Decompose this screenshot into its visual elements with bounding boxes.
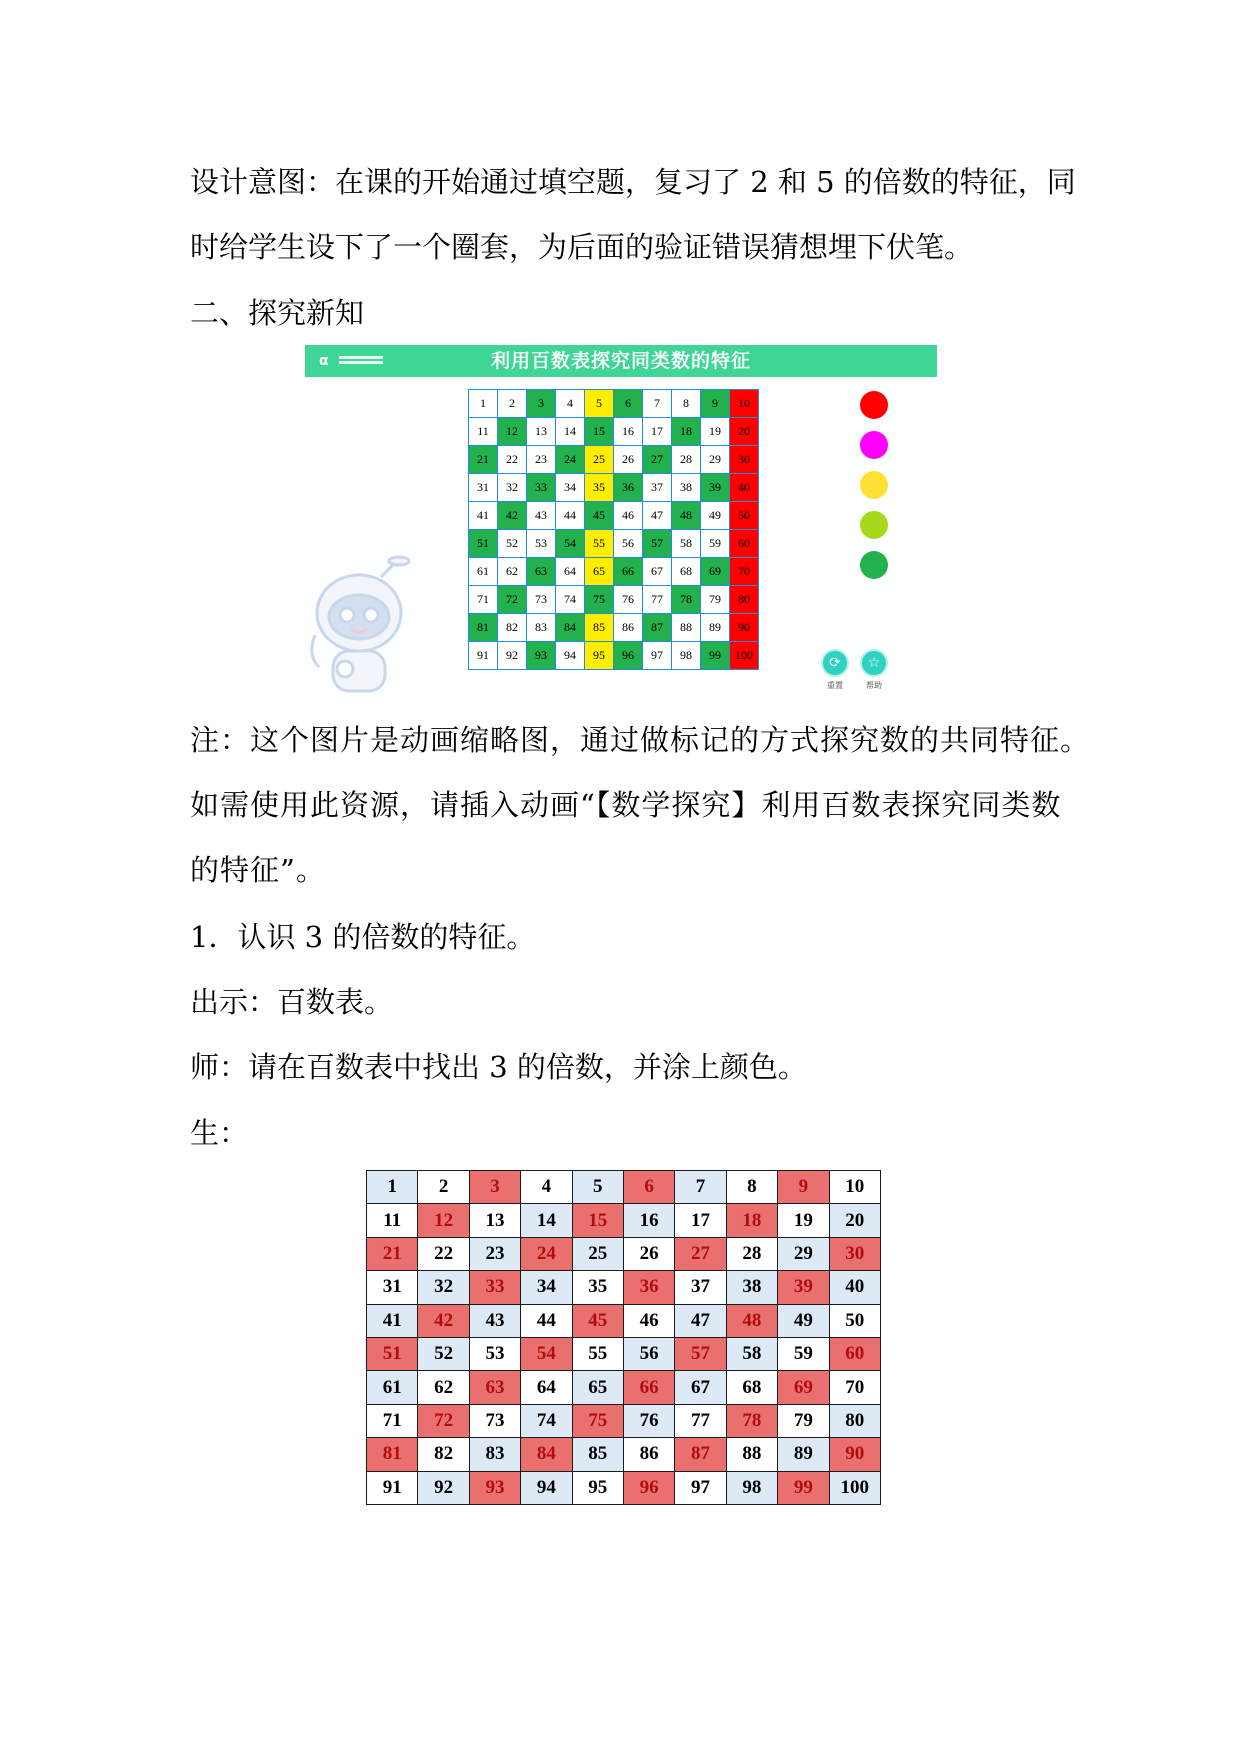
table-cell-83: 83 <box>469 1438 520 1471</box>
grid-cell-33[interactable]: 33 <box>527 474 556 502</box>
grid-cell-83[interactable]: 83 <box>527 614 556 642</box>
table-cell-51: 51 <box>367 1337 418 1370</box>
grid-cell-17[interactable]: 17 <box>643 418 672 446</box>
table-cell-5: 5 <box>572 1171 623 1204</box>
grid-cell-95[interactable]: 95 <box>585 642 614 670</box>
grid-cell-54[interactable]: 54 <box>556 530 585 558</box>
table-cell-72: 72 <box>418 1404 469 1437</box>
table-cell-70: 70 <box>829 1371 880 1404</box>
grid-cell-7[interactable]: 7 <box>643 390 672 418</box>
table-cell-85: 85 <box>572 1438 623 1471</box>
table-cell-99: 99 <box>778 1471 829 1504</box>
table-cell-12: 12 <box>418 1204 469 1237</box>
table-cell-64: 64 <box>521 1371 572 1404</box>
thumbnail-title: 利用百数表探究同类数的特征 <box>490 350 751 372</box>
grid-cell-51[interactable]: 51 <box>469 530 498 558</box>
grid-cell-82[interactable]: 82 <box>498 614 527 642</box>
table-cell-67: 67 <box>675 1371 726 1404</box>
grid-cell-79[interactable]: 79 <box>701 586 730 614</box>
grid-cell-31[interactable]: 31 <box>469 474 498 502</box>
grid-cell-85[interactable]: 85 <box>585 614 614 642</box>
grid-cell-58[interactable]: 58 <box>672 530 701 558</box>
table-cell-53: 53 <box>469 1337 520 1370</box>
table-cell-14: 14 <box>521 1204 572 1237</box>
grid-cell-43[interactable]: 43 <box>527 502 556 530</box>
grid-cell-30[interactable]: 30 <box>730 446 759 474</box>
thumbnail-hundred-grid <box>468 389 759 670</box>
grid-cell-40[interactable]: 40 <box>730 474 759 502</box>
table-cell-36: 36 <box>623 1271 674 1304</box>
table-cell-7: 7 <box>675 1171 726 1204</box>
grid-cell-35[interactable]: 35 <box>585 474 614 502</box>
grid-cell-38[interactable]: 38 <box>672 474 701 502</box>
table-cell-42: 42 <box>418 1304 469 1337</box>
grid-cell-77[interactable]: 77 <box>643 586 672 614</box>
grid-cell-97[interactable]: 97 <box>643 642 672 670</box>
grid-cell-68[interactable]: 68 <box>672 558 701 586</box>
grid-cell-5[interactable]: 5 <box>585 390 614 418</box>
grid-cell-36[interactable]: 36 <box>614 474 643 502</box>
table-cell-82: 82 <box>418 1438 469 1471</box>
grid-cell-56[interactable]: 56 <box>614 530 643 558</box>
grid-cell-65[interactable]: 65 <box>585 558 614 586</box>
grid-cell-94[interactable]: 94 <box>556 642 585 670</box>
table-cell-56: 56 <box>623 1337 674 1370</box>
grid-cell-75[interactable]: 75 <box>585 586 614 614</box>
grid-cell-52[interactable]: 52 <box>498 530 527 558</box>
table-cell-31: 31 <box>367 1271 418 1304</box>
grid-cell-92[interactable]: 92 <box>498 642 527 670</box>
table-cell-54: 54 <box>521 1337 572 1370</box>
table-cell-44: 44 <box>521 1304 572 1337</box>
table-cell-30: 30 <box>829 1237 880 1270</box>
grid-cell-26[interactable]: 26 <box>614 446 643 474</box>
table-cell-88: 88 <box>726 1438 777 1471</box>
table-cell-91: 91 <box>367 1471 418 1504</box>
table-cell-26: 26 <box>623 1237 674 1270</box>
table-cell-39: 39 <box>778 1271 829 1304</box>
table-cell-62: 62 <box>418 1371 469 1404</box>
hundred-table <box>366 1170 881 1505</box>
grid-cell-98[interactable]: 98 <box>672 642 701 670</box>
grid-cell-87[interactable]: 87 <box>643 614 672 642</box>
intent-line-1: 设计意图：在课的开始通过填空题，复习了 2 和 5 的倍数的特征，同 <box>190 165 1076 199</box>
table-cell-97: 97 <box>675 1471 726 1504</box>
table-cell-46: 46 <box>623 1304 674 1337</box>
section-heading: 二、探究新知 <box>190 296 365 330</box>
table-cell-8: 8 <box>726 1171 777 1204</box>
table-cell-13: 13 <box>469 1204 520 1237</box>
logo-mark: α <box>319 353 329 369</box>
grid-cell-27[interactable]: 27 <box>643 446 672 474</box>
table-cell-80: 80 <box>829 1404 880 1437</box>
grid-cell-20[interactable]: 20 <box>730 418 759 446</box>
grid-cell-1[interactable]: 1 <box>469 390 498 418</box>
grid-cell-3[interactable]: 3 <box>527 390 556 418</box>
table-cell-6: 6 <box>623 1171 674 1204</box>
grid-cell-29[interactable]: 29 <box>701 446 730 474</box>
grid-cell-74[interactable]: 74 <box>556 586 585 614</box>
table-cell-24: 24 <box>521 1237 572 1270</box>
grid-cell-41[interactable]: 41 <box>469 502 498 530</box>
grid-cell-64[interactable]: 64 <box>556 558 585 586</box>
table-cell-57: 57 <box>675 1337 726 1370</box>
table-cell-68: 68 <box>726 1371 777 1404</box>
animation-thumbnail <box>305 345 937 703</box>
table-cell-21: 21 <box>367 1237 418 1270</box>
thumbnail-header <box>305 345 937 377</box>
grid-cell-46[interactable]: 46 <box>614 502 643 530</box>
grid-cell-55[interactable]: 55 <box>585 530 614 558</box>
table-cell-86: 86 <box>623 1438 674 1471</box>
grid-cell-57[interactable]: 57 <box>643 530 672 558</box>
grid-cell-16[interactable]: 16 <box>614 418 643 446</box>
table-cell-2: 2 <box>418 1171 469 1204</box>
table-cell-74: 74 <box>521 1404 572 1437</box>
table-cell-60: 60 <box>829 1337 880 1370</box>
table-cell-40: 40 <box>829 1271 880 1304</box>
grid-cell-76[interactable]: 76 <box>614 586 643 614</box>
table-cell-48: 48 <box>726 1304 777 1337</box>
table-cell-50: 50 <box>829 1304 880 1337</box>
grid-cell-50[interactable]: 50 <box>730 502 759 530</box>
table-cell-25: 25 <box>572 1237 623 1270</box>
table-cell-98: 98 <box>726 1471 777 1504</box>
grid-cell-22[interactable]: 22 <box>498 446 527 474</box>
note-line-3: 的特征”。 <box>190 853 326 887</box>
grid-cell-11[interactable]: 11 <box>469 418 498 446</box>
grid-cell-42[interactable]: 42 <box>498 502 527 530</box>
grid-cell-8[interactable]: 8 <box>672 390 701 418</box>
grid-cell-9[interactable]: 9 <box>701 390 730 418</box>
grid-cell-34[interactable]: 34 <box>556 474 585 502</box>
grid-cell-15[interactable]: 15 <box>585 418 614 446</box>
grid-cell-32[interactable]: 32 <box>498 474 527 502</box>
table-cell-32: 32 <box>418 1271 469 1304</box>
grid-cell-37[interactable]: 37 <box>643 474 672 502</box>
grid-cell-60[interactable]: 60 <box>730 530 759 558</box>
table-cell-27: 27 <box>675 1237 726 1270</box>
note-line-1: 注：这个图片是动画缩略图，通过做标记的方式探究数的共同特征。 <box>190 723 1091 757</box>
table-cell-84: 84 <box>521 1438 572 1471</box>
table-cell-28: 28 <box>726 1237 777 1270</box>
grid-cell-61[interactable]: 61 <box>469 558 498 586</box>
grid-cell-93[interactable]: 93 <box>527 642 556 670</box>
robot-mascot-icon <box>307 555 411 695</box>
table-cell-100: 100 <box>829 1471 880 1504</box>
grid-cell-80[interactable]: 80 <box>730 586 759 614</box>
teacher-line: 师：请在百数表中找出 3 的倍数，并涂上颜色。 <box>190 1050 807 1084</box>
grid-cell-72[interactable]: 72 <box>498 586 527 614</box>
table-cell-10: 10 <box>829 1171 880 1204</box>
color-swatch-green[interactable] <box>860 551 888 579</box>
table-cell-63: 63 <box>469 1371 520 1404</box>
grid-cell-28[interactable]: 28 <box>672 446 701 474</box>
table-cell-59: 59 <box>778 1337 829 1370</box>
table-cell-89: 89 <box>778 1438 829 1471</box>
table-cell-55: 55 <box>572 1337 623 1370</box>
grid-cell-90[interactable]: 90 <box>730 614 759 642</box>
table-cell-9: 9 <box>778 1171 829 1204</box>
table-cell-79: 79 <box>778 1404 829 1437</box>
color-swatch-red[interactable] <box>860 391 888 419</box>
grid-cell-23[interactable]: 23 <box>527 446 556 474</box>
step-1-heading: 1．认识 3 的倍数的特征。 <box>190 920 536 954</box>
table-cell-61: 61 <box>367 1371 418 1404</box>
grid-cell-96[interactable]: 96 <box>614 642 643 670</box>
grid-cell-2[interactable]: 2 <box>498 390 527 418</box>
grid-cell-86[interactable]: 86 <box>614 614 643 642</box>
grid-cell-78[interactable]: 78 <box>672 586 701 614</box>
color-swatch-yellow[interactable] <box>860 471 888 499</box>
table-cell-95: 95 <box>572 1471 623 1504</box>
grid-cell-70[interactable]: 70 <box>730 558 759 586</box>
grid-cell-100[interactable]: 100 <box>730 642 759 670</box>
grid-cell-45[interactable]: 45 <box>585 502 614 530</box>
table-cell-15: 15 <box>572 1204 623 1237</box>
table-cell-43: 43 <box>469 1304 520 1337</box>
grid-cell-91[interactable]: 91 <box>469 642 498 670</box>
color-swatch-lime[interactable] <box>860 511 888 539</box>
table-cell-35: 35 <box>572 1271 623 1304</box>
table-cell-45: 45 <box>572 1304 623 1337</box>
grid-cell-14[interactable]: 14 <box>556 418 585 446</box>
grid-cell-21[interactable]: 21 <box>469 446 498 474</box>
grid-cell-44[interactable]: 44 <box>556 502 585 530</box>
table-cell-90: 90 <box>829 1438 880 1471</box>
table-cell-66: 66 <box>623 1371 674 1404</box>
note-line-2: 如需使用此资源，请插入动画“【数学探究】利用百数表探究同类数 <box>190 788 1062 822</box>
table-cell-96: 96 <box>623 1471 674 1504</box>
grid-cell-89[interactable]: 89 <box>701 614 730 642</box>
refresh-icon: ⟳ <box>829 655 841 671</box>
reset-label: 重置 <box>827 681 843 690</box>
grid-cell-71[interactable]: 71 <box>469 586 498 614</box>
grid-cell-67[interactable]: 67 <box>643 558 672 586</box>
grid-cell-66[interactable]: 66 <box>614 558 643 586</box>
table-cell-29: 29 <box>778 1237 829 1270</box>
table-cell-4: 4 <box>521 1171 572 1204</box>
table-cell-75: 75 <box>572 1404 623 1437</box>
table-cell-76: 76 <box>623 1404 674 1437</box>
table-cell-33: 33 <box>469 1271 520 1304</box>
table-cell-22: 22 <box>418 1237 469 1270</box>
intent-line-2: 时给学生设下了一个圈套，为后面的验证错误猜想埋下伏笔。 <box>190 230 974 264</box>
table-cell-19: 19 <box>778 1204 829 1237</box>
help-button[interactable] <box>862 651 886 675</box>
table-cell-37: 37 <box>675 1271 726 1304</box>
grid-cell-73[interactable]: 73 <box>527 586 556 614</box>
table-cell-65: 65 <box>572 1371 623 1404</box>
table-cell-94: 94 <box>521 1471 572 1504</box>
table-cell-18: 18 <box>726 1204 777 1237</box>
table-cell-1: 1 <box>367 1171 418 1204</box>
table-cell-47: 47 <box>675 1304 726 1337</box>
table-cell-16: 16 <box>623 1204 674 1237</box>
table-cell-11: 11 <box>367 1204 418 1237</box>
table-cell-38: 38 <box>726 1271 777 1304</box>
grid-cell-12[interactable]: 12 <box>498 418 527 446</box>
table-cell-93: 93 <box>469 1471 520 1504</box>
grid-cell-13[interactable]: 13 <box>527 418 556 446</box>
grid-cell-18[interactable]: 18 <box>672 418 701 446</box>
grid-cell-62[interactable]: 62 <box>498 558 527 586</box>
grid-cell-81[interactable]: 81 <box>469 614 498 642</box>
table-cell-23: 23 <box>469 1237 520 1270</box>
table-cell-3: 3 <box>469 1171 520 1204</box>
table-cell-41: 41 <box>367 1304 418 1337</box>
student-line: 生： <box>190 1116 249 1150</box>
help-label: 帮助 <box>866 681 882 690</box>
grid-cell-10[interactable]: 10 <box>730 390 759 418</box>
grid-cell-88[interactable]: 88 <box>672 614 701 642</box>
table-cell-20: 20 <box>829 1204 880 1237</box>
reset-button[interactable] <box>823 651 847 675</box>
table-cell-92: 92 <box>418 1471 469 1504</box>
table-cell-78: 78 <box>726 1404 777 1437</box>
table-cell-17: 17 <box>675 1204 726 1237</box>
grid-cell-99[interactable]: 99 <box>701 642 730 670</box>
table-cell-77: 77 <box>675 1404 726 1437</box>
table-cell-73: 73 <box>469 1404 520 1437</box>
table-cell-87: 87 <box>675 1438 726 1471</box>
grid-cell-4[interactable]: 4 <box>556 390 585 418</box>
grid-cell-19[interactable]: 19 <box>701 418 730 446</box>
grid-cell-59[interactable]: 59 <box>701 530 730 558</box>
table-cell-34: 34 <box>521 1271 572 1304</box>
show-line: 出示：百数表。 <box>190 985 394 1019</box>
grid-cell-84[interactable]: 84 <box>556 614 585 642</box>
table-cell-69: 69 <box>778 1371 829 1404</box>
grid-cell-24[interactable]: 24 <box>556 446 585 474</box>
grid-cell-69[interactable]: 69 <box>701 558 730 586</box>
grid-cell-63[interactable]: 63 <box>527 558 556 586</box>
color-swatch-magenta[interactable] <box>860 431 888 459</box>
grid-cell-25[interactable]: 25 <box>585 446 614 474</box>
table-cell-58: 58 <box>726 1337 777 1370</box>
table-cell-71: 71 <box>367 1404 418 1437</box>
table-cell-81: 81 <box>367 1438 418 1471</box>
grid-cell-53[interactable]: 53 <box>527 530 556 558</box>
table-cell-52: 52 <box>418 1337 469 1370</box>
grid-cell-39[interactable]: 39 <box>701 474 730 502</box>
table-cell-49: 49 <box>778 1304 829 1337</box>
grid-cell-47[interactable]: 47 <box>643 502 672 530</box>
grid-cell-48[interactable]: 48 <box>672 502 701 530</box>
grid-cell-6[interactable]: 6 <box>614 390 643 418</box>
star-icon: ☆ <box>867 655 881 671</box>
grid-cell-49[interactable]: 49 <box>701 502 730 530</box>
